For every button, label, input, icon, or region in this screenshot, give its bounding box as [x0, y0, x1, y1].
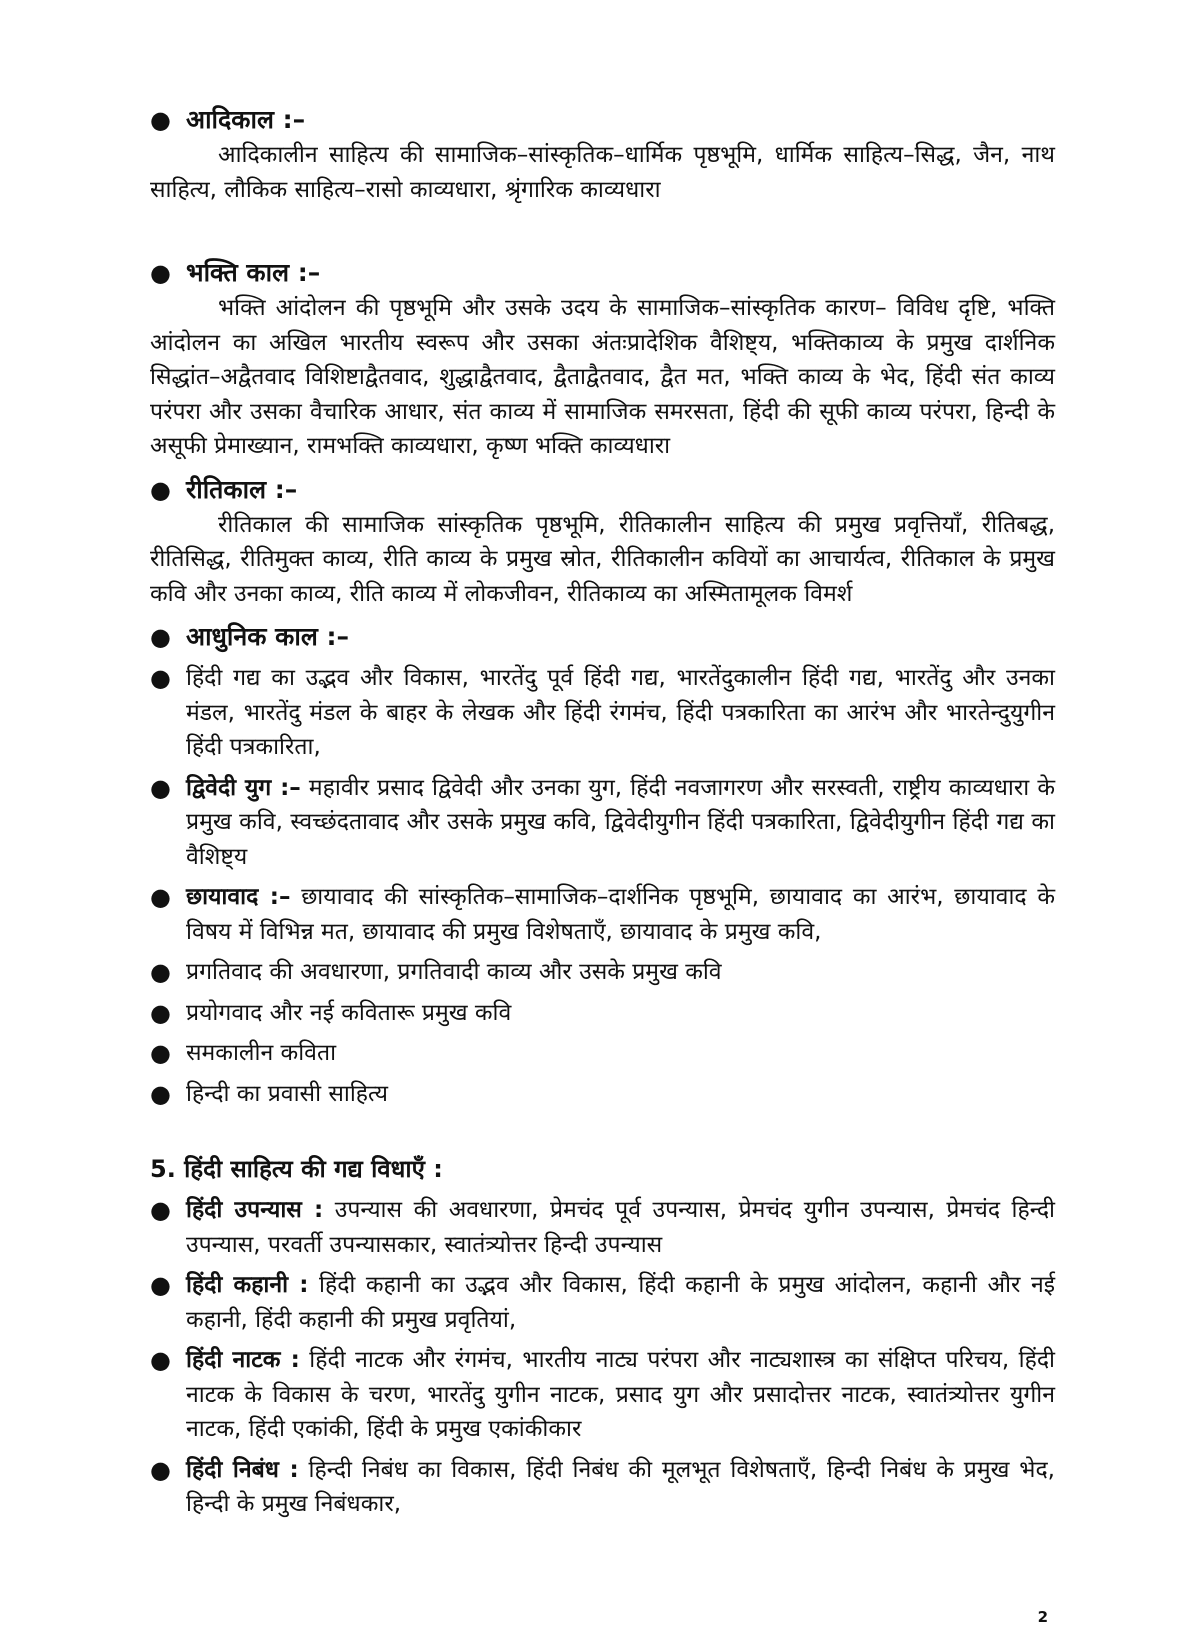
- bullet: ●: [150, 259, 171, 287]
- item-term: हिंदी निबंध :: [186, 1456, 299, 1483]
- item-term: हिंदी नाटक :: [186, 1347, 300, 1373]
- item-text: प्रगतिवाद की अवधारणा, प्रगतिवादी काव्य और उसके प्रमुख कवि: [186, 959, 722, 985]
- bullet: ●: [150, 1455, 171, 1484]
- bullet: ●: [150, 1079, 171, 1108]
- reetikaal-text: रीतिकाल की सामाजिक सांस्कृतिक पृष्ठभूमि, रीतिकालीन साहित्य की प्रमुख प्रवृत्तियाँ, रीतिबद्ध, रीतिसिद्ध, रीतिमुक्त काव्य, रीति काव्य के प्रमुख स्रोत, रीतिकालीन कवियों का आचार्यत्व, रीतिकाल के प्रमुख कवि और उनका काव्य, रीति काव्य में लोकजीवन, रीतिकाव्य का अस्मितामूलक विमर्श: [150, 511, 1055, 607]
- bullet: ●: [150, 623, 171, 651]
- reetikaal-heading: [150, 472, 1055, 508]
- bullet: ●: [150, 475, 171, 504]
- list-item: [150, 880, 1055, 949]
- page-number: 2: [1037, 1608, 1048, 1626]
- item-term: छायावाद :–: [186, 884, 291, 910]
- item-text: हिंदी नाटक और रंगमंच, भारतीय नाट्य परंपरा और नाट्यशास्त्र का संक्षिप्त परिचय, हिंदी नाटक के विकास के चरण, भारतेंदु युगीन नाटक, प्रसाद युग और प्रसादोत्तर नाटक, स्वातंत्र्योत्तर युगीन नाटक, हिंदी एकांकी, हिंदी के प्रमुख एकांकीकार: [186, 1347, 1056, 1442]
- bullet: ●: [150, 1039, 171, 1067]
- bullet: ●: [150, 664, 171, 692]
- list-item: [150, 1077, 1055, 1112]
- item-term: हिंदी उपन्यास :: [186, 1197, 324, 1223]
- bullet: ●: [150, 773, 171, 802]
- adhunikkaal-heading-text: आधुनिक काल :–: [186, 622, 350, 651]
- aadikaal-heading: [150, 102, 1055, 138]
- item-text: हिंदी गद्य का उद्भव और विकास, भारतेंदु पूर्व हिंदी गद्य, भारतेंदुकालीन हिंदी गद्य, भारतेंदु और उनका मंडल, भारतेंदु मंडल के बाहर के लेखक और हिंदी रंगमंच, हिंदी पत्रकारिता का आरंभ और भारतेन्दुयुगीन हिंदी पत्रकारिता,: [186, 665, 1055, 760]
- reetikaal-heading-text: रीतिकाल :–: [186, 474, 298, 504]
- list-item: [150, 955, 1055, 990]
- item-text: हिन्दी निबंध का विकास, हिंदी निबंध की मूलभूत विशेषताएँ, हिन्दी निबंध के प्रमुख भेद, हिन्दी के प्रमुख निबंधकार,: [186, 1456, 1055, 1517]
- item-term: हिंदी कहानी :: [186, 1272, 309, 1298]
- aadikaal-text: आदिकालीन साहित्य की सामाजिक–सांस्कृतिक–धार्मिक पृष्ठभूमि, धार्मिक साहित्य–सिद्ध, जैन, नाथ साहित्य, लौकिक साहित्य–रासो काव्यधारा, श्रृंगारिक काव्यधारा: [150, 142, 1055, 203]
- item-text: हिंदी कहानी का उद्भव और विकास, हिंदी कहानी के प्रमुख आंदोलन, कहानी और नई कहानी, हिंदी कहानी की प्रमुख प्रवृतियां,: [186, 1272, 1056, 1333]
- item-text: हिन्दी का प्रवासी साहित्य: [186, 1080, 389, 1107]
- list-item: [150, 1036, 1055, 1071]
- bullet: ●: [150, 883, 171, 911]
- list-item: [150, 661, 1055, 765]
- aadikaal-heading-text: आदिकाल :–: [186, 105, 306, 134]
- bullet: ●: [150, 1196, 171, 1224]
- list-item: [150, 1193, 1055, 1262]
- list-item: [150, 996, 1055, 1031]
- bullet: ●: [150, 1346, 171, 1374]
- bullet: ●: [150, 1271, 171, 1299]
- item-text: छायावाद की सांस्कृतिक–सामाजिक–दार्शनिक पृष्ठभूमि, छायावाद का आरंभ, छायावाद के विषय में विभिन्न मत, छायावाद की प्रमुख विशेषताएँ, छायावाद के प्रमुख कवि,: [186, 884, 1056, 945]
- page-content: [150, 102, 1055, 1522]
- bullet: ●: [150, 998, 171, 1027]
- bullet: ●: [150, 106, 171, 134]
- list-item: [150, 771, 1055, 875]
- bullet: ●: [150, 958, 171, 986]
- list-item: [150, 1343, 1055, 1447]
- section-title: 5. हिंदी साहित्य की गद्य विधाएँ :: [150, 1155, 443, 1183]
- item-term: द्विवेदी युग :–: [186, 774, 301, 801]
- bhaktikaal-text: भक्ति आंदोलन की पृष्ठभूमि और उसके उदय के सामाजिक–सांस्कृतिक कारण– विविध दृष्टि, भक्ति आंदोलन का अखिल भारतीय स्वरूप और उसका अंतःप्रादेशिक वैशिष्ट्य, भक्तिकाव्य के प्रमुख दार्शनिक सिद्धांत–अद्वैतवाद विशिष्टाद्वैतवाद, शुद्धाद्वैतवाद, द्वैताद्वैतवाद, द्वैत मत, भक्ति काव्य के भेद, हिंदी संत काव्य परंपरा और उसका वैचारिक आधार, संत काव्य में सामाजिक समरसता, हिंदी की सूफी काव्य परंपरा, हिन्दी के असूफी प्रेमाख्यान, रामभक्ति काव्यधारा, कृष्ण भक्ति काव्यधारा: [150, 295, 1055, 459]
- adhunikkaal-heading: [150, 619, 1055, 655]
- list-item: [150, 1268, 1055, 1337]
- bhaktikaal-heading: [150, 255, 1055, 291]
- item-text: प्रयोगवाद और नई कवितारू प्रमुख कवि: [186, 999, 512, 1026]
- item-text: उपन्यास की अवधारणा, प्रेमचंद पूर्व उपन्यास, प्रेमचंद युगीन उपन्यास, प्रेमचंद हिन्दी उपन्यास, परवर्ती उपन्यासकार, स्वातंत्र्योत्तर हिन्दी उपन्यास: [186, 1197, 1056, 1258]
- item-text: महावीर प्रसाद द्विवेदी और उनका युग, हिंदी नवजागरण और सरस्वती, राष्ट्रीय काव्यधारा के प्रमुख कवि, स्वच्छंदतावाद और उसके प्रमुख कवि, द्विवेदीयुगीन हिंदी पत्रकारिता, द्विवेदीयुगीन हिंदी गद्य का वैशिष्ट्य: [186, 774, 1055, 870]
- bhaktikaal-heading-text: भक्ति काल :–: [186, 258, 321, 287]
- list-item: [150, 1453, 1055, 1522]
- item-text: समकालीन कविता: [186, 1040, 337, 1066]
